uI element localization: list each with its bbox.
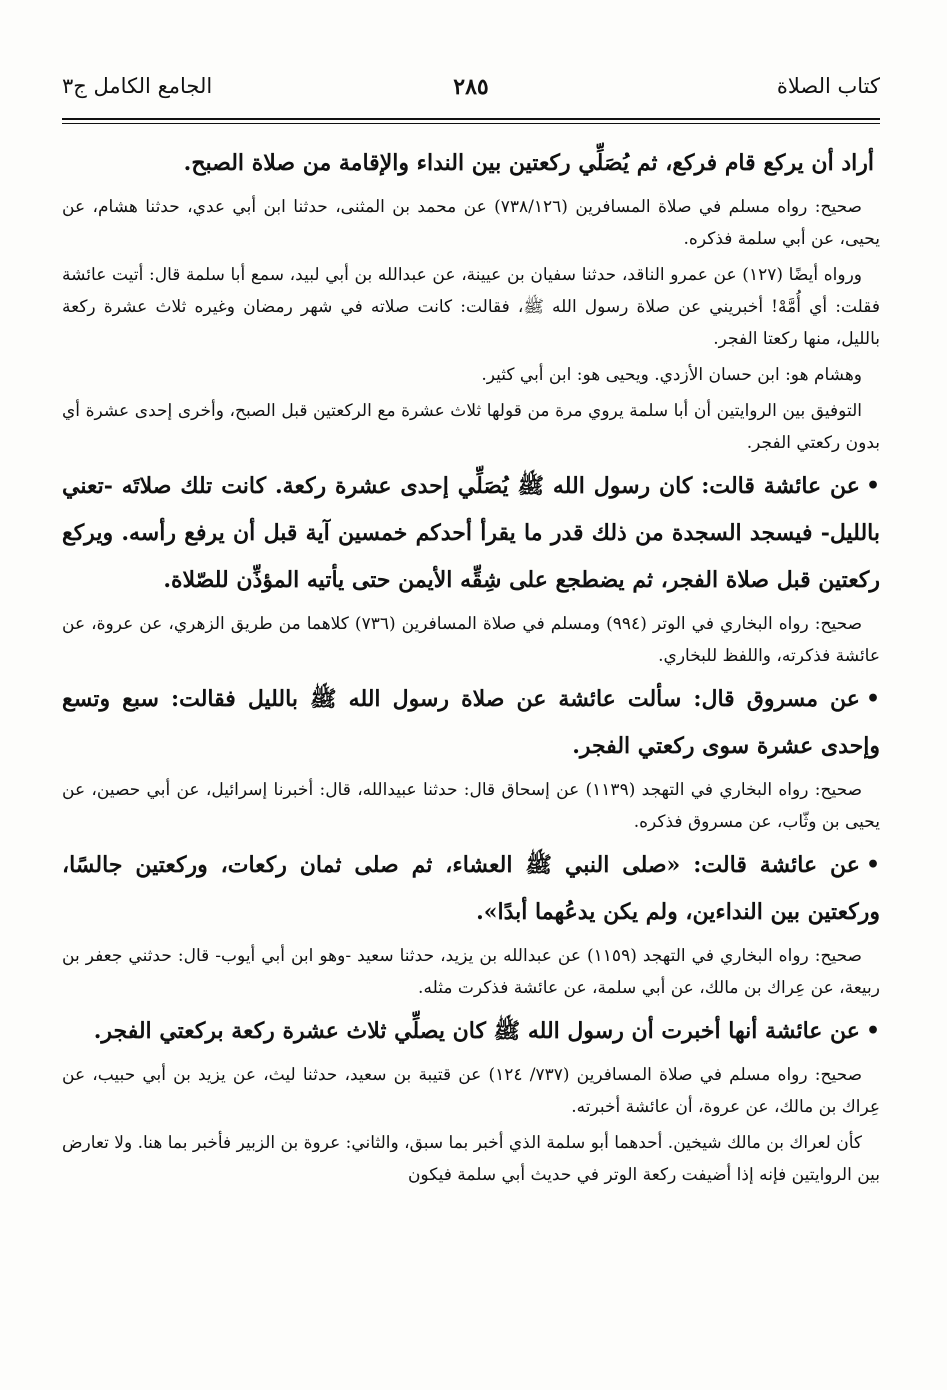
commentary-note: [62, 395, 880, 459]
hadith-text: [62, 842, 880, 936]
bullet-marker: •: [865, 686, 880, 712]
commentary-note: [62, 1127, 880, 1191]
header-rule-thin: [62, 123, 880, 124]
paragraph-text: وهشام هو: ابن حسان الأزدي. ويحيى هو: ابن أبي كثير.: [481, 365, 862, 385]
paragraph-text: عن عائشة قالت: «صلى النبي ﷺ العشاء، ثم صلى ثمان ركعات، وركعتين جالسًا، وركعتين بين النداءين، ولم يكن يدعُهما أبدًا».: [62, 852, 880, 925]
paragraph-text: أراد أن يركع قام فركع، ثم يُصَلِّي ركعتين بين النداء والإقامة من صلاة الصبح.: [183, 150, 874, 176]
paragraph-text: عن عائشة قالت: كان رسول الله ﷺ يُصَلِّي إحدى عشرة ركعة. كانت تلك صلاتَه -تعني بالليل- فيسجد السجدة من ذلك قدر ما يقرأ أحدكم خمسين آية قبل أن يرفع رأسه. ويركع ركعتين قبل صلاة الفجر، ثم يضطجع على شِقِّه الأيمن حتى يأتيه المؤذِّن للصّلاة.: [62, 473, 880, 593]
book-title: الجامع الكامل ج٣: [62, 74, 213, 98]
bullet-marker: •: [865, 852, 880, 878]
page-header: [62, 74, 880, 114]
hadith-text: [62, 1008, 880, 1055]
bullet-marker: •: [865, 1018, 880, 1044]
hadith-text: [62, 463, 880, 604]
page-number: ٢٨٥: [453, 74, 489, 100]
paragraph-text: صحيح: رواه البخاري في الوتر (٩٩٤) ومسلم في صلاة المسافرين (٧٣٦) كلاهما من طريق الزهري، عن عروة، عن عائشة فذكرته، واللفظ للبخاري.: [62, 614, 880, 666]
header-rule-thick: [62, 118, 880, 120]
paragraph-text: صحيح: رواه مسلم في صلاة المسافرين (٧٣٧/ ١٢٤) عن قتيبة بن سعيد، حدثنا ليث، عن يزيد بن أبي حبيب، عن عِراك بن مالك، عن عروة، أن عائشة أخبرته.: [62, 1065, 880, 1117]
commentary-note: [62, 359, 880, 391]
commentary-note: [62, 259, 880, 355]
main-text: [62, 140, 880, 187]
paragraph-text: ورواه أيضًا (١٢٧) عن عمرو الناقد، حدثنا سفيان بن عيينة، عن عبدالله بن أبي لبيد، سمع أبا سلمة قال: أتيت عائشة فقلت: أي أُمَّهْ! أخبريني عن صلاة رسول الله ﷺ، فقالت: كانت صلاته في شهر رمضان وغيره ثلاث عشرة ركعة بالليل، منها ركعتا الفجر.: [62, 265, 880, 349]
page-body: [62, 140, 880, 1370]
paragraph-text: كأن لعراك بن مالك شيخين. أحدهما أبو سلمة الذي أخبر بما سبق، والثاني: عروة بن الزبير فأخبر بما هنا. ولا تعارض بين الروايتين فإنه إذا أضيفت ركعة الوتر في حديث أبي سلمة فيكون: [62, 1133, 880, 1185]
bullet-marker: •: [865, 473, 880, 499]
commentary-note: [62, 940, 880, 1004]
chapter-title: كتاب الصلاة: [776, 74, 880, 98]
paragraph-text: صحيح: رواه البخاري في التهجد (١١٥٩) عن عبدالله بن يزيد، حدثنا سعيد -وهو ابن أبي أيوب- قال: حدثني جعفر بن ربيعة، عن عِراك بن مالك، عن أبي سلمة، عن عائشة فذكرت مثله.: [62, 946, 880, 998]
paragraph-text: صحيح: رواه البخاري في التهجد (١١٣٩) عن إسحاق قال: حدثنا عبيدالله، قال: أخبرنا إسرائيل، عن أبي حصين، عن يحيى بن وثّاب، عن مسروق فذكره.: [62, 780, 880, 832]
commentary-note: [62, 774, 880, 838]
paragraph-text: صحيح: رواه مسلم في صلاة المسافرين (٧٣٨/١٢٦) عن محمد بن المثنى، حدثنا ابن أبي عدي، حدثنا هشام، عن يحيى، عن أبي سلمة فذكره.: [62, 197, 880, 249]
paragraph-text: عن مسروق قال: سألت عائشة عن صلاة رسول الله ﷺ بالليل فقالت: سبع وتسع وإحدى عشرة سوى ركعتي الفجر.: [62, 686, 880, 759]
commentary-note: [62, 1059, 880, 1123]
paragraph-text: عن عائشة أنها أخبرت أن رسول الله ﷺ كان يصلِّي ثلاث عشرة ركعة بركعتي الفجر.: [93, 1018, 860, 1044]
hadith-text: [62, 676, 880, 770]
commentary-note: [62, 608, 880, 672]
paragraph-text: التوفيق بين الروايتين أن أبا سلمة يروي مرة من قولها ثلاث عشرة مع الركعتين قبل الصبح، وأخرى إحدى عشرة أي بدون ركعتي الفجر.: [62, 401, 880, 453]
commentary-note: [62, 191, 880, 255]
